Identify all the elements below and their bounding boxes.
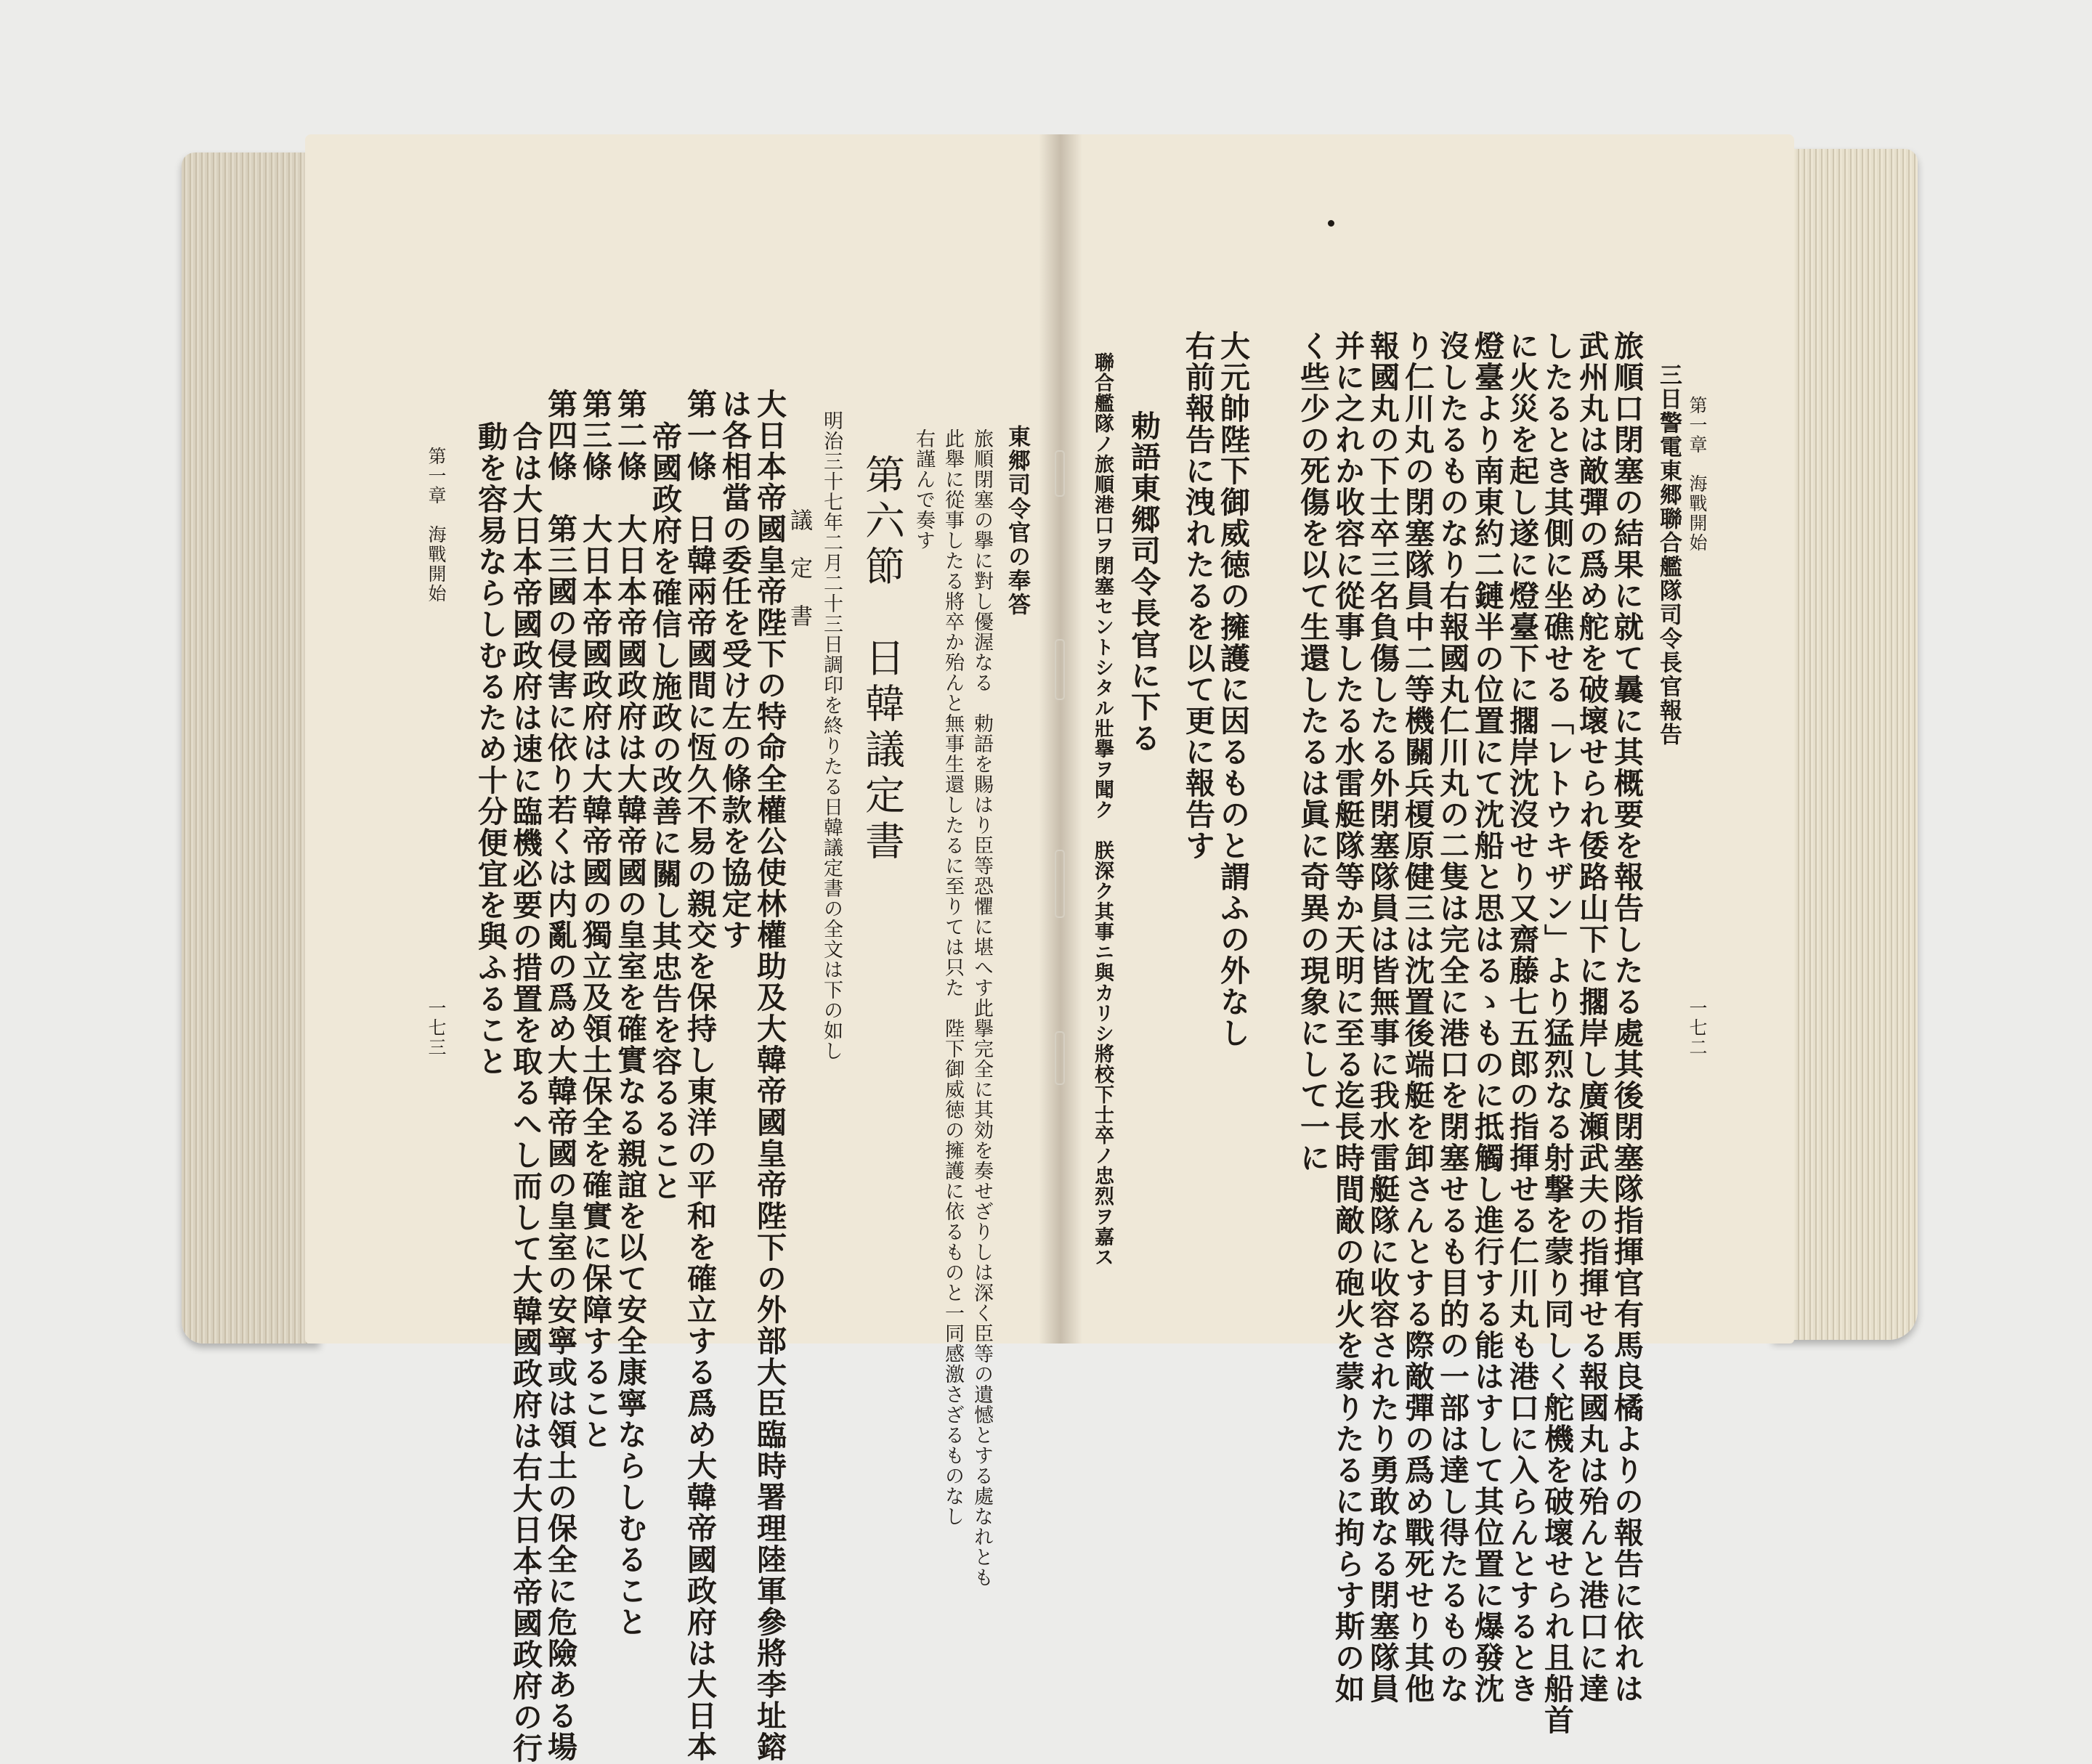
book-gutter — [1039, 134, 1082, 1344]
binding-stitch — [1055, 639, 1065, 700]
text-line: 大元帥陛下御威徳の擁護に因るものと謂ふの外なし — [1215, 330, 1250, 1049]
text-line: 燈臺より南東約二鏈半の位置にて沈船と思はるゝものに抵觸し進行する能はすして其位置に爆發沈 — [1469, 330, 1504, 1704]
text-line: に火災を起し遂に燈臺下に擱岸沈沒せり又齋藤七五郎の指揮せる仁川丸も港口に入らんとするとき — [1504, 330, 1539, 1704]
text-line: り仁川丸の閉塞隊員中二等機關兵榎原健三は沈置後端艇を卸さんとする際敵彈の爲め戰死せり其他 — [1400, 330, 1435, 1704]
page-number: 一七三 — [426, 999, 447, 1057]
text-line: 報國丸の下士卒三名負傷したる外閉塞隊員は皆無事に我水雷艇隊に收容されたり勇敢なる閉塞隊員 — [1365, 330, 1400, 1704]
text-line: 合は大日本帝國政府は速に臨機必要の措置を取るへし而して大韓國政府は右大日本帝國政府の行 — [508, 421, 543, 1764]
text-line: したるとき其側に坐礁せる「レトウキザン」より猛烈なる射撃を蒙り同しく舵機を破壞せられ且船首 — [1539, 330, 1574, 1736]
ink-dot — [1328, 220, 1334, 227]
text-line: く些少の死傷を以て生還したるは眞に奇異の現象にして一に — [1295, 330, 1330, 1174]
binding-stitch — [1055, 1031, 1065, 1085]
binding-stitch — [1055, 450, 1065, 497]
running-head: 第一章 海戰開始 — [426, 447, 447, 603]
left-page-edges — [182, 153, 320, 1344]
text-line: 并に之れか收容に從事したる水雷艇隊等か天明に至る迄長時間敵の砲火を蒙りたるに拘らす斯の如 — [1330, 330, 1365, 1704]
text-line: 第三條 大日本帝國政府は大韓帝國の獨立及領土保全を確實に保障すること — [577, 389, 612, 1450]
text-line: 大日本帝國皇帝陛下の特命全權公使林權助及大韓帝國皇帝陛下の外部大臣臨時署理陸軍參將李址鎔 — [752, 389, 787, 1763]
report-heading: 三日警電東郷聯合艦隊司令長官報告 — [1655, 363, 1682, 747]
reply-line: 右謹んで奏す — [912, 428, 935, 550]
text-line: は各相當の委任を受け左の條款を協定す — [717, 389, 752, 951]
rescript-heading: 勅語東郷司令長官に下る — [1126, 410, 1161, 754]
text-line: 武州丸は敵彈の爲め舵を破壞せられ倭路山下に擱岸し廣瀬武夫の指揮せる報國丸は殆んと港口に達 — [1574, 330, 1609, 1704]
agreement-title: 議 定 書 — [786, 508, 812, 628]
reply-line: 旅順閉塞の擧に對し優渥なる 勅語を賜はり臣等恐懼に堪へす此擧完全に其効を奏せざりしは深く臣等の遺憾とする處なれとも — [970, 428, 993, 1588]
text-line: 第二條 大日本帝國政府は大韓帝國の皇室を確實なる親誼を以て安全康寧ならしむること — [612, 389, 647, 1638]
running-head: 第一章 海戰開始 — [1687, 396, 1708, 553]
binding-stitch — [1055, 850, 1065, 918]
rescript-text: 聯合艦隊ノ旅順港口ヲ閉塞セントシタル壯擧ヲ聞ク 朕深ク其事ニ與カリシ將校下士卒ノ忠烈ヲ嘉ス — [1091, 352, 1114, 1267]
text-line: 旅順口閉塞の結果に就て曩に其概要を報告したる處其後閉塞隊指揮官有馬良橘よりの報告に依れは — [1609, 330, 1644, 1704]
text-line: 動を容易ならしむるため十分便宜を與ふること — [473, 421, 508, 1077]
section-title: 第六節 日韓議定書 — [859, 454, 905, 866]
text-line: 右前報告に洩れたるを以て更に報告す — [1180, 330, 1215, 861]
text-line: 帝國政府を確信し施政の改善に關し其忠告を容るること — [647, 421, 682, 1202]
page-number: 一七二 — [1687, 999, 1708, 1057]
date-line: 明治三十七年二月二十三日調印を終りたる日韓議定書の全文は下の如し — [820, 410, 843, 1061]
right-page-edges — [1772, 149, 1918, 1340]
text-line: 沒したるものなり右報國丸仁川丸の二隻は完全に港口を閉塞せるも目的の一部は達し得たるものな — [1435, 330, 1469, 1704]
text-line: 第一條 日韓兩帝國間に恆久不易の親交を保持し東洋の平和を確立する爲め大韓帝國政府は大日本 — [682, 389, 717, 1763]
reply-line: 此舉に從事したる將卒か殆んと無事生還したるに至りては只た 陛下御威徳の擁護に依るものと一同感激さざるものなし — [941, 428, 964, 1527]
reply-heading: 東郷司令官の奉答 — [1004, 425, 1030, 617]
text-line: 第四條 第三國の侵害に依り若くは内亂の爲め大韓帝國の皇室の安寧或は領土の保全に危險ある場 — [543, 389, 577, 1763]
